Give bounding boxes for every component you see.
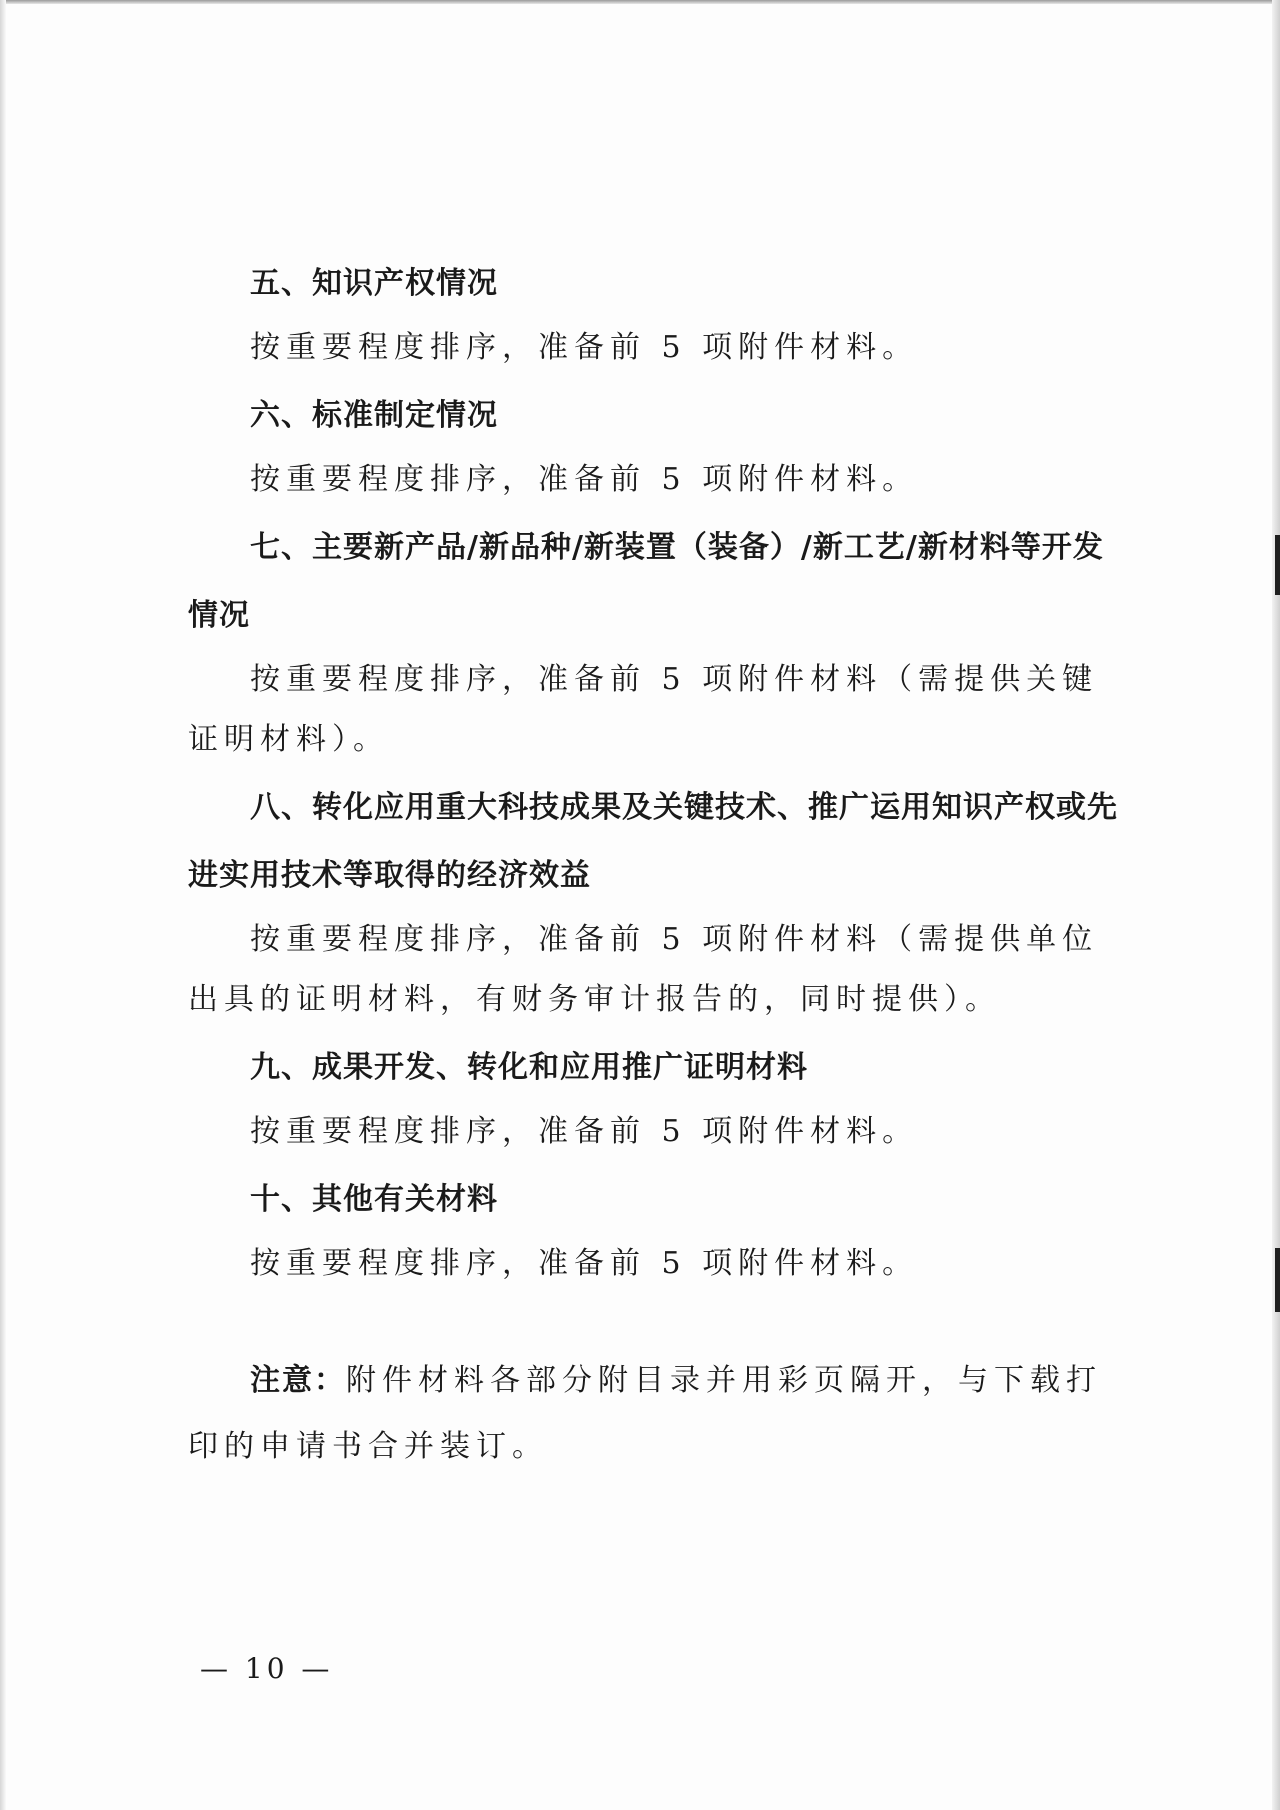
section-body: 按重要程度排序，准备前 5 项附件材料（需提供单位出具的证明材料，有财务审计报告的，同时提供）。 — [188, 922, 1099, 1017]
document-body — [188, 250, 1118, 1510]
section-body: 按重要程度排序，准备前 5 项附件材料（需提供关键证明材料）。 — [188, 662, 1099, 757]
section-heading: 九、成果开发、转化和应用推广证明材料 — [250, 1050, 808, 1085]
section-body: 按重要程度排序，准备前 5 项附件材料。 — [250, 462, 919, 497]
scan-edge-right — [1272, 0, 1280, 1810]
section-body: 按重要程度排序，准备前 5 项附件材料。 — [250, 330, 919, 365]
scan-edge-top — [0, 0, 1280, 4]
section-body: 按重要程度排序，准备前 5 项附件材料。 — [250, 1114, 919, 1149]
section-heading: 七、主要新产品/新品种/新装置（装备）/新工艺/新材料等开发情况 — [188, 530, 1104, 633]
scan-edge-left — [0, 0, 6, 1810]
section-heading: 十、其他有关材料 — [250, 1182, 498, 1217]
page-number: — 10 — — [200, 1652, 334, 1685]
note-label: 注意： — [250, 1363, 346, 1398]
binding-mark — [1275, 535, 1280, 595]
section-heading: 五、知识产权情况 — [250, 266, 498, 301]
section-heading: 八、转化应用重大科技成果及关键技术、推广运用知识产权或先进实用技术等取得的经济效益 — [188, 790, 1118, 893]
section-body: 按重要程度排序，准备前 5 项附件材料。 — [250, 1246, 919, 1281]
note-text: 附件材料各部分附目录并用彩页隔开，与下载打印的申请书合并装订。 — [188, 1363, 1102, 1464]
section-heading: 六、标准制定情况 — [250, 398, 498, 433]
binding-mark — [1275, 1248, 1280, 1312]
note-paragraph — [188, 1348, 1118, 1480]
